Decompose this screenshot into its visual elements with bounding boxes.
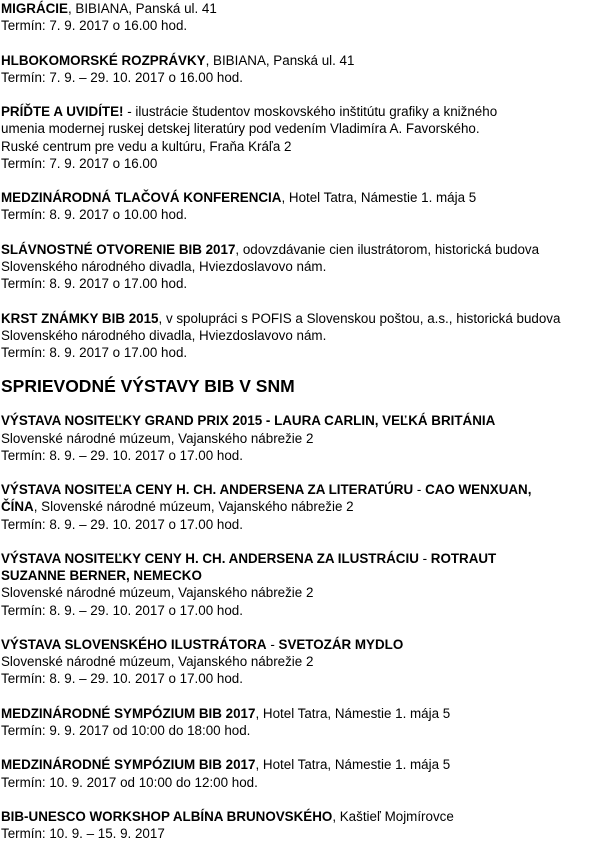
bold-text: SUZANNE BERNER, NEMECKO bbox=[1, 568, 202, 584]
bold-text: VÝSTAVA NOSITEĽKY GRAND PRIX 2015 - LAURA CARLIN, VEĽKÁ BRITÁNIA bbox=[1, 413, 496, 429]
bold-text: KRST ZNÁMKY BIB 2015 bbox=[1, 310, 159, 326]
text: , odovzdávanie cien ilustrátorom, historická budova bbox=[235, 241, 540, 257]
event-detail-line bbox=[1, 120, 599, 137]
bold-text: ROTRAUT bbox=[430, 550, 497, 566]
text: , Slovenské národné múzeum, Vajanského nábrežie 2 bbox=[33, 499, 354, 515]
text: Slovenské národné múzeum, Vajanského nábrežie 2 bbox=[1, 585, 314, 601]
event-title-line bbox=[1, 310, 599, 327]
event-title-line bbox=[1, 756, 599, 773]
event-title-line bbox=[1, 705, 599, 722]
text: Termín: 9. 9. 2017 od 10:00 do 18:00 hod. bbox=[1, 722, 251, 738]
event-title-line bbox=[1, 481, 599, 498]
text: Termín: 10. 9. – 15. 9. 2017 bbox=[1, 826, 165, 842]
event-detail-line bbox=[1, 653, 599, 670]
text: - bbox=[413, 482, 426, 498]
text: - ilustrácie študentov moskovského inštitútu grafiky a knižného bbox=[123, 104, 498, 120]
section-heading: SPRIEVODNÉ VÝSTAVY BIB V SNM bbox=[1, 376, 295, 397]
event-detail-line bbox=[1, 602, 599, 619]
bold-text: BIB-UNESCO WORKSHOP ALBÍNA BRUNOVSKÉHO bbox=[1, 808, 333, 824]
text: , BIBIANA, Panská ul. 41 bbox=[67, 1, 217, 16]
event-title-line bbox=[1, 52, 599, 69]
event-entry bbox=[1, 705, 599, 739]
event-entry bbox=[1, 103, 599, 172]
event-entry bbox=[1, 550, 599, 619]
event-detail-line bbox=[1, 258, 599, 275]
event-detail-line bbox=[1, 275, 599, 292]
text: Termín: 8. 9. – 29. 10. 2017 o 17.00 hod. bbox=[1, 516, 243, 532]
text: Termín: 7. 9. 2017 o 16.00 bbox=[1, 155, 158, 171]
text: , Kaštieľ Mojmírovce bbox=[332, 808, 454, 824]
text: - bbox=[418, 550, 431, 566]
text: Slovenské národné múzeum, Vajanského nábrežie 2 bbox=[1, 654, 314, 670]
event-detail-line bbox=[1, 670, 599, 687]
event-detail-line bbox=[1, 155, 599, 172]
text: Termín: 8. 9. 2017 o 17.00 hod. bbox=[1, 276, 188, 292]
event-entry bbox=[1, 808, 599, 842]
event-detail-line bbox=[1, 567, 599, 584]
event-detail-line bbox=[1, 722, 599, 739]
event-list-exhibitions bbox=[1, 412, 599, 842]
bold-text: VÝSTAVA NOSITEĽKY CENY H. CH. ANDERSENA ZA ILUSTRÁCIU bbox=[1, 550, 419, 566]
event-title-line bbox=[1, 550, 599, 567]
bold-text: SVETOZÁR MYDLO bbox=[278, 636, 404, 652]
event-entry bbox=[1, 52, 599, 86]
event-title-line bbox=[1, 808, 599, 825]
bold-text: MEDZINÁRODNÁ TLAČOVÁ KONFERENCIA bbox=[1, 190, 282, 206]
event-detail-line bbox=[1, 774, 599, 791]
event-detail-line bbox=[1, 69, 599, 86]
bold-text: MIGRÁCIE bbox=[1, 1, 68, 16]
event-entry bbox=[1, 756, 599, 790]
text: Termín: 7. 9. 2017 o 16.00 hod. bbox=[1, 18, 188, 34]
event-detail-line bbox=[1, 498, 599, 515]
bold-text: SLÁVNOSTNÉ OTVORENIE BIB 2017 bbox=[1, 241, 236, 257]
event-detail-line bbox=[1, 17, 599, 34]
event-detail-line bbox=[1, 344, 599, 361]
text: Slovenské národné múzeum, Vajanského nábrežie 2 bbox=[1, 430, 314, 446]
text: umenia modernej ruskej detskej literatúry pod vedením Vladimíra A. Favorského. bbox=[1, 121, 480, 137]
event-entry bbox=[1, 0, 599, 34]
bold-text: MEDZINÁRODNÉ SYMPÓZIUM BIB 2017 bbox=[1, 757, 256, 773]
event-title-line bbox=[1, 189, 599, 206]
event-entry bbox=[1, 189, 599, 223]
text: Termín: 7. 9. – 29. 10. 2017 o 16.00 hod. bbox=[1, 69, 243, 85]
bold-text: ČÍNA bbox=[1, 499, 34, 515]
text: , Hotel Tatra, Námestie 1. mája 5 bbox=[255, 705, 451, 721]
text: , BIBIANA, Panská ul. 41 bbox=[205, 52, 355, 68]
event-detail-line bbox=[1, 138, 599, 155]
event-title-line bbox=[1, 103, 599, 120]
bold-text: PRÍĎTE A UVIDÍTE! bbox=[1, 104, 124, 120]
event-title-line bbox=[1, 0, 599, 17]
event-detail-line bbox=[1, 516, 599, 533]
event-title-line bbox=[1, 241, 599, 258]
text: Termín: 8. 9. 2017 o 17.00 hod. bbox=[1, 344, 188, 360]
event-detail-line bbox=[1, 327, 599, 344]
text: Termín: 8. 9. – 29. 10. 2017 o 17.00 hod. bbox=[1, 447, 243, 463]
bold-text: VÝSTAVA NOSITEĽA CENY H. CH. ANDERSENA ZA LITERATÚRU bbox=[1, 482, 414, 498]
event-entry bbox=[1, 241, 599, 293]
text: - bbox=[266, 636, 279, 652]
bold-text: VÝSTAVA SLOVENSKÉHO ILUSTRÁTORA bbox=[1, 636, 267, 652]
event-entry bbox=[1, 310, 599, 362]
text: Slovenského národného divadla, Hviezdoslavovo nám. bbox=[1, 258, 327, 274]
text: Termín: 8. 9. – 29. 10. 2017 o 17.00 hod. bbox=[1, 671, 243, 687]
text: Termín: 8. 9. – 29. 10. 2017 o 17.00 hod. bbox=[1, 602, 243, 618]
bold-text: HLBOKOMORSKÉ ROZPRÁVKY bbox=[1, 52, 206, 68]
event-detail-line bbox=[1, 447, 599, 464]
event-list-top bbox=[1, 0, 599, 361]
text: Slovenského národného divadla, Hviezdoslavovo nám. bbox=[1, 327, 327, 343]
bold-text: CAO WENXUAN, bbox=[425, 482, 532, 498]
document-page bbox=[1, 0, 599, 860]
event-detail-line bbox=[1, 584, 599, 601]
event-entry bbox=[1, 636, 599, 688]
event-detail-line bbox=[1, 430, 599, 447]
bold-text: MEDZINÁRODNÉ SYMPÓZIUM BIB 2017 bbox=[1, 705, 256, 721]
event-title-line bbox=[1, 412, 599, 429]
text: Termín: 8. 9. 2017 o 10.00 hod. bbox=[1, 207, 188, 223]
text: , Hotel Tatra, Námestie 1. mája 5 bbox=[255, 757, 451, 773]
text: , v spolupráci s POFIS a Slovenskou poštou, a.s., historická budova bbox=[158, 310, 561, 326]
event-entry bbox=[1, 481, 599, 533]
event-detail-line bbox=[1, 206, 599, 223]
event-title-line bbox=[1, 636, 599, 653]
text: Termín: 10. 9. 2017 od 10:00 do 12:00 hod. bbox=[1, 774, 258, 790]
text: Ruské centrum pre vedu a kultúru, Fraňa Kráľa 2 bbox=[1, 138, 292, 154]
text: , Hotel Tatra, Námestie 1. mája 5 bbox=[281, 190, 477, 206]
event-entry bbox=[1, 412, 599, 464]
